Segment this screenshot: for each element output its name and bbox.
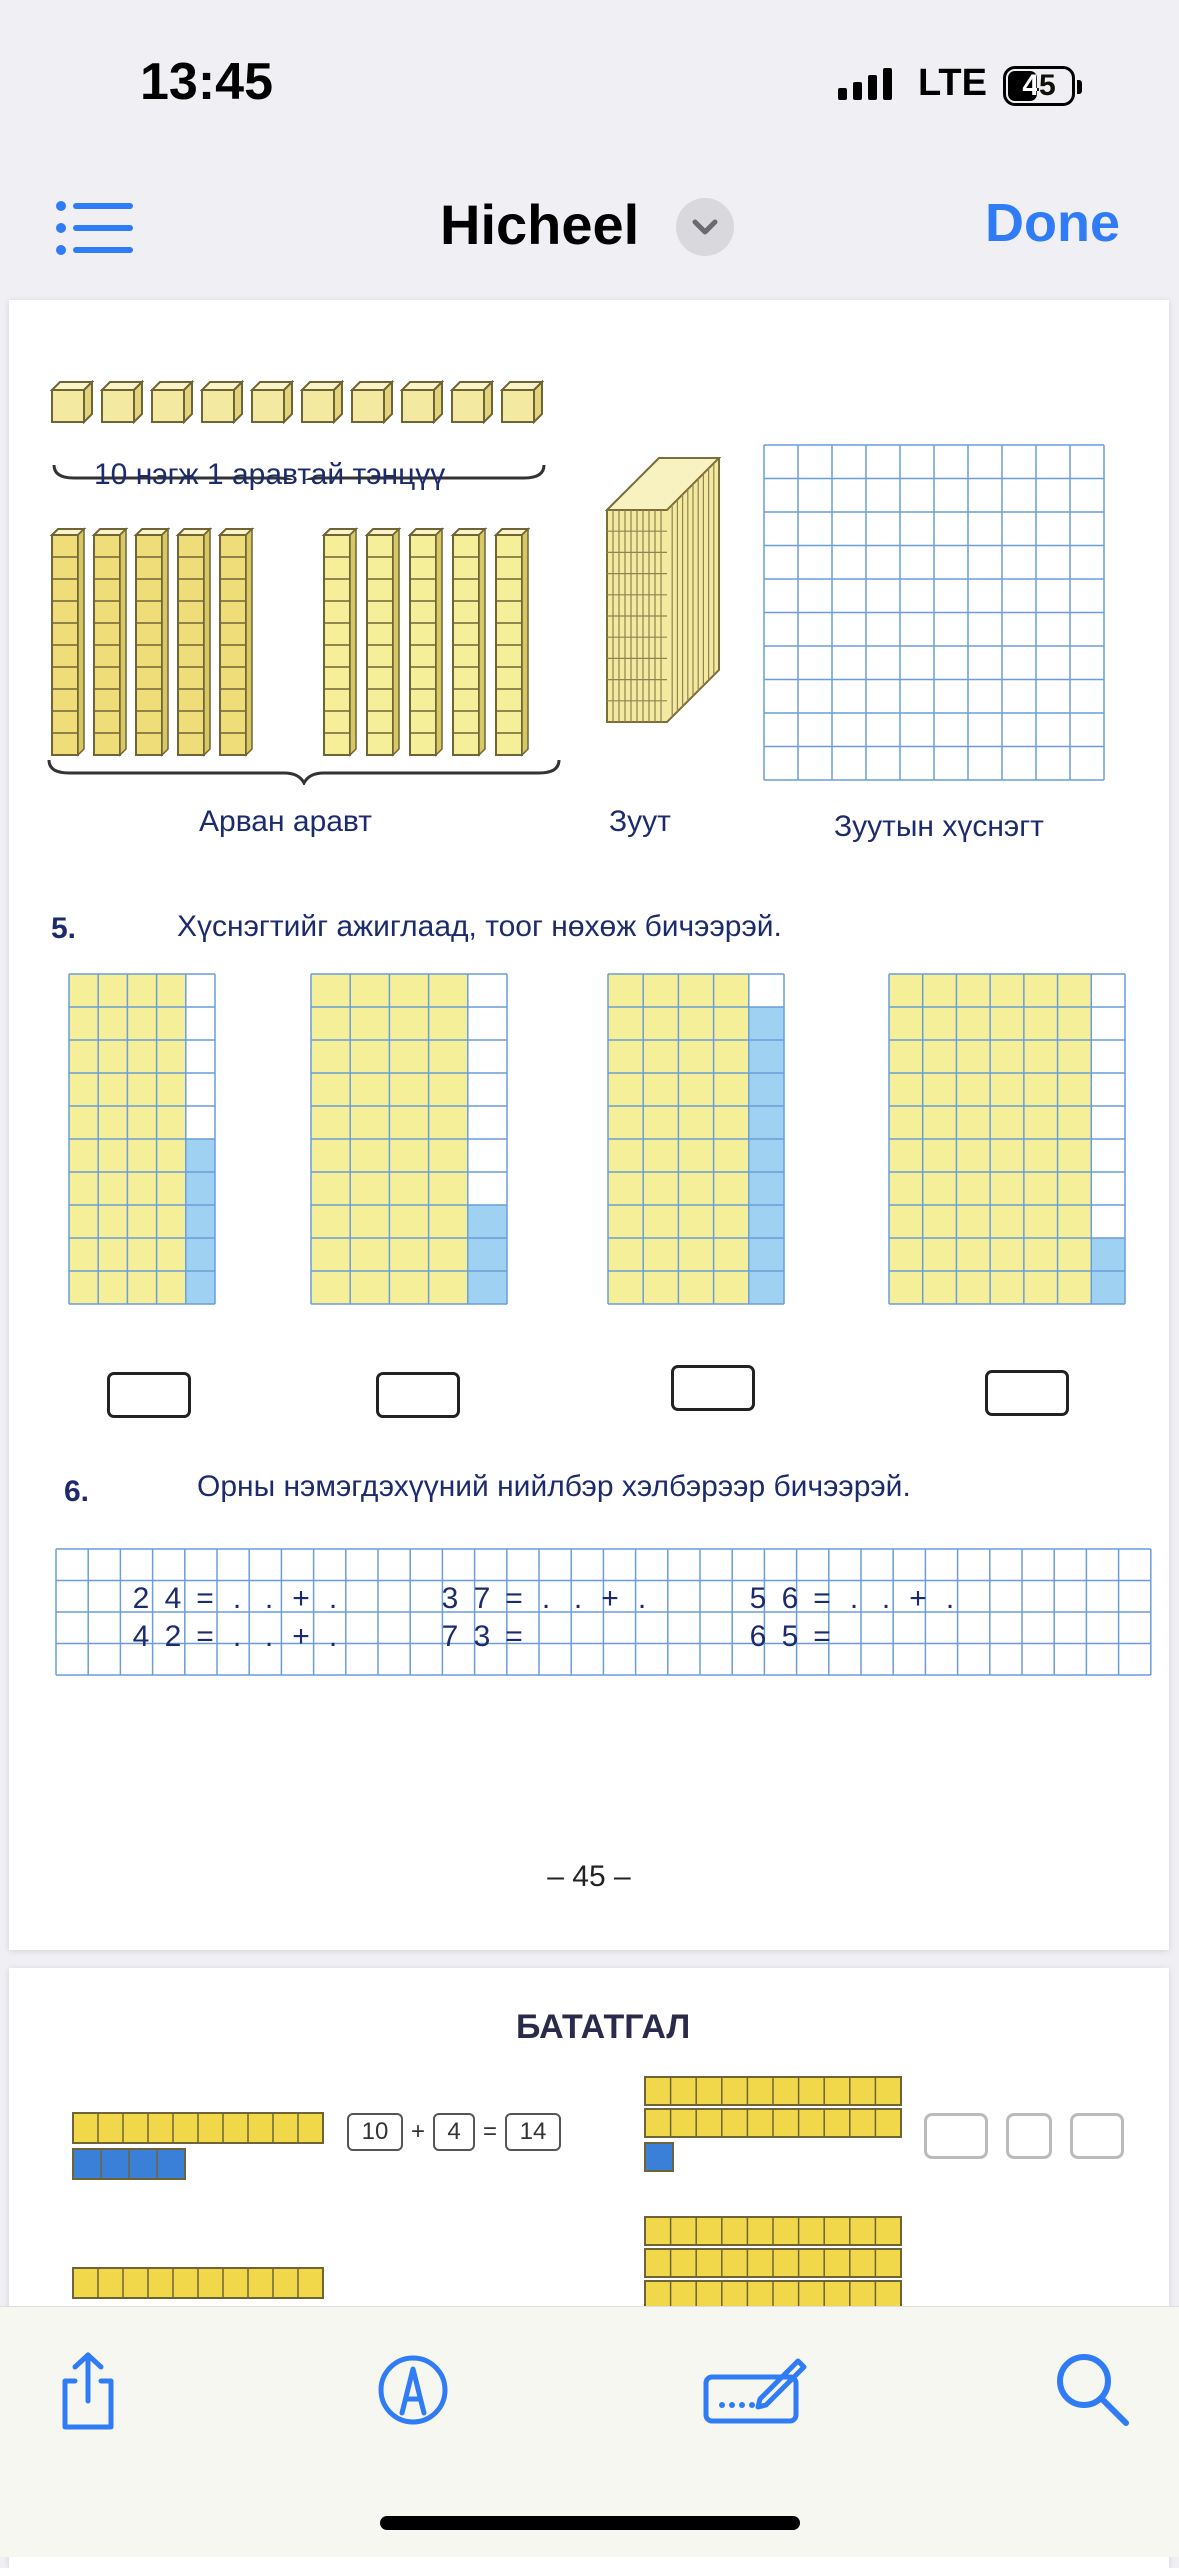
cell: + <box>292 1582 310 1615</box>
equals-sign: = <box>483 2118 498 2145</box>
cell: 2 <box>164 1620 182 1653</box>
equation-box: 10 <box>347 2113 403 2151</box>
cell: + <box>601 1582 619 1615</box>
equation-box: 4 <box>433 2113 475 2151</box>
nav-bar <box>0 170 1179 280</box>
document-page-45 <box>9 300 1169 1950</box>
tens-caption: Арван аравт <box>199 805 372 838</box>
exercise-5-number: 5. <box>51 912 77 945</box>
cell: = <box>196 1582 214 1615</box>
empty-box[interactable] <box>1070 2113 1124 2159</box>
cell: . <box>573 1582 583 1615</box>
chevron-down-icon <box>676 198 734 256</box>
battery-icon <box>1003 66 1075 106</box>
cell: = <box>505 1620 523 1653</box>
cell: 6 <box>749 1620 767 1653</box>
base-ten-illustration-3 <box>69 2258 349 2308</box>
home-indicator <box>380 2516 800 2530</box>
cell: 7 <box>441 1620 459 1653</box>
ones-caption: 10 нэгж 1 аравтай тэнцүү <box>94 458 446 491</box>
exercise-6-instruction: Орны нэмэгдэхүүний нийлбэр хэлбэрээр бичээрэй. <box>197 1470 911 1503</box>
list-icon[interactable] <box>55 198 135 258</box>
cell: . <box>541 1582 551 1615</box>
cell: + <box>909 1582 927 1615</box>
status-bar <box>0 0 1179 150</box>
share-icon[interactable] <box>45 2347 131 2433</box>
hundred-chart-caption: Зуутын хүснэгт <box>834 810 1044 843</box>
document-title[interactable]: Hicheel <box>440 193 640 256</box>
cell: 4 <box>164 1582 182 1615</box>
search-icon[interactable] <box>1050 2347 1136 2433</box>
page-number: – 45 – <box>547 1860 631 1893</box>
cell: + <box>292 1620 310 1653</box>
hundred-chart-grid <box>759 440 1109 785</box>
cell: . <box>232 1582 242 1615</box>
tens-rods-illustration <box>44 525 564 785</box>
cell: . <box>264 1582 274 1615</box>
cell: = <box>505 1582 523 1615</box>
title-menu-button[interactable] <box>676 198 734 256</box>
plus-sign: + <box>411 2118 426 2145</box>
cell: 7 <box>473 1582 491 1615</box>
cell: 4 <box>132 1620 150 1653</box>
base-ten-illustration-4 <box>639 2213 919 2313</box>
equation-box: 14 <box>505 2113 561 2151</box>
cell: . <box>637 1582 647 1615</box>
cell: = <box>813 1582 831 1615</box>
empty-box[interactable] <box>1006 2113 1052 2159</box>
exercise-5-answer-box-4[interactable] <box>985 1370 1069 1416</box>
cell: 5 <box>749 1582 767 1615</box>
exercise-5-answer-box-1[interactable] <box>107 1372 191 1418</box>
exercise-5-answer-box-3[interactable] <box>671 1365 755 1411</box>
exercise-5-grid-2 <box>309 972 509 1307</box>
base-ten-illustration-1 <box>69 2103 349 2193</box>
exercise-5-grid-1 <box>67 972 217 1307</box>
cell: . <box>328 1620 338 1653</box>
cell: 5 <box>781 1620 799 1653</box>
cell: . <box>328 1582 338 1615</box>
exercise-5-grid-3 <box>606 972 786 1307</box>
cell: . <box>881 1582 891 1615</box>
exercise-5-answer-box-2[interactable] <box>376 1372 460 1418</box>
signal-icon <box>838 68 892 100</box>
cell: = <box>196 1620 214 1653</box>
cell: 6 <box>781 1582 799 1615</box>
cell: . <box>232 1620 242 1653</box>
cell: . <box>945 1582 955 1615</box>
cell: 2 <box>132 1582 150 1615</box>
cell: . <box>264 1620 274 1653</box>
exercise-6-number: 6. <box>64 1475 90 1508</box>
cell: = <box>813 1620 831 1653</box>
base-ten-illustration-2 <box>639 2073 919 2203</box>
cell: 3 <box>473 1620 491 1653</box>
section-heading: БАТАТГАЛ <box>516 2008 691 2046</box>
done-button[interactable]: Done <box>985 193 1120 253</box>
cell: 3 <box>441 1582 459 1615</box>
battery-level: 45 <box>1022 69 1056 102</box>
signature-icon[interactable] <box>700 2347 810 2433</box>
hundred-flat-illustration <box>599 450 729 770</box>
hundred-caption: Зуут <box>609 805 671 838</box>
equation-1 <box>347 2113 561 2151</box>
equation-2-empty-boxes <box>924 2113 1124 2159</box>
exercise-5-grid-4 <box>887 972 1127 1307</box>
empty-box[interactable] <box>924 2113 988 2159</box>
clock: 13:45 <box>140 53 273 111</box>
network-label: LTE <box>918 62 987 104</box>
cell: . <box>849 1582 859 1615</box>
markup-icon[interactable] <box>370 2347 456 2433</box>
exercise-5-instruction: Хүснэгтийг ажиглаад, тоог нөхөж бичээрэй. <box>177 910 782 943</box>
